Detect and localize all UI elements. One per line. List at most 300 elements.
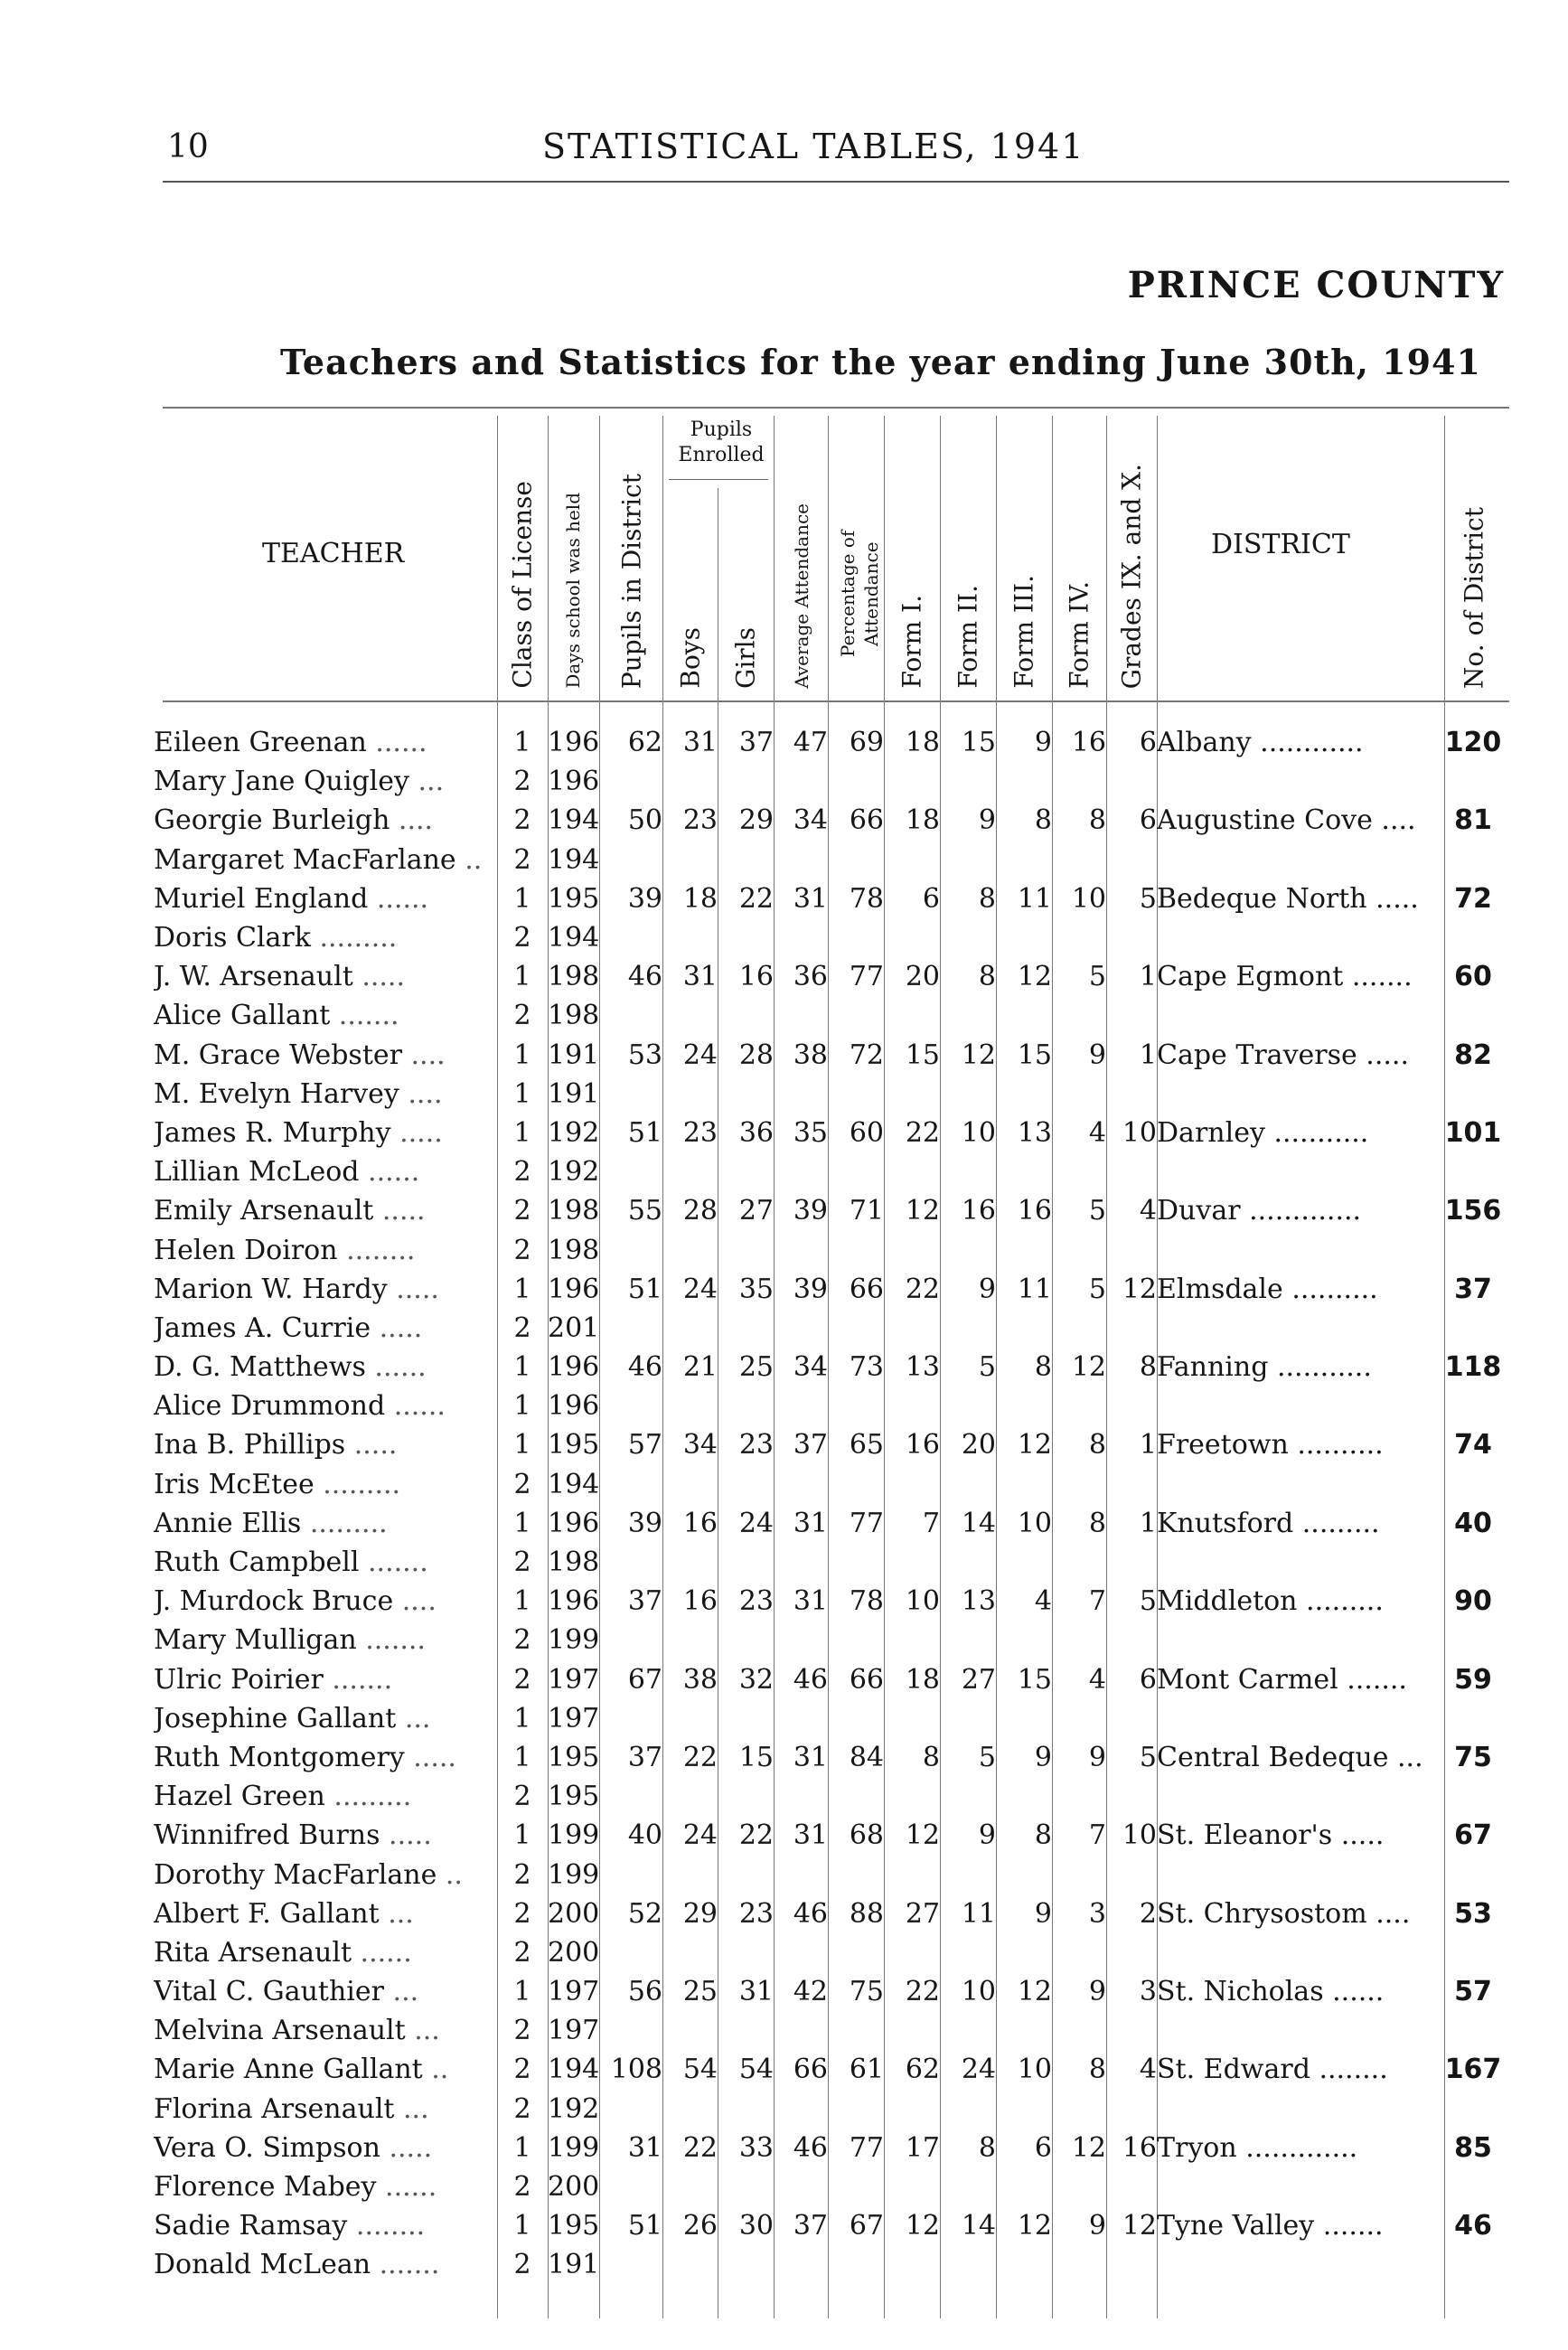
district-cell [1157,1504,1444,1543]
table-row [154,1894,1502,1933]
form-1-cell-text: 12 [905,1819,940,1852]
class-of-license-cell [497,1309,548,1348]
days-held-cell [548,1504,599,1543]
pct-attendance-cell-text: 78 [849,882,884,915]
district-number-cell [1444,879,1502,918]
days-held-cell-text: 197 [548,1663,599,1696]
form-4-cell [1052,1699,1106,1738]
pct-attendance-cell [828,1660,884,1699]
leader-dots: ....... [1338,1663,1407,1696]
avg-attendance-cell [774,2011,828,2050]
form-3-cell [996,841,1052,879]
grades-ix-x-cell-text: 6 [1139,1663,1157,1696]
girls-cell [718,918,774,957]
pupils-in-district-cell-text: 62 [627,727,662,759]
girls-cell [718,1230,774,1269]
header-grades-ix-x [1106,411,1157,696]
header-class-of-license [499,411,546,696]
district-number-cell-text: 85 [1454,2131,1492,2164]
pct-attendance-cell [828,1036,884,1075]
district-cell [1157,762,1444,801]
days-held-cell-text: 196 [548,1507,599,1539]
form-1-cell-text: 10 [905,1585,940,1618]
teacher-cell [154,1894,497,1933]
district-cell [1157,1660,1444,1699]
pct-attendance-cell [828,1270,884,1309]
days-held-cell [548,1270,599,1309]
form-3-cell [996,1152,1052,1191]
pct-attendance-cell [828,1152,884,1191]
days-held-cell [548,1972,599,2011]
district-number-cell [1444,1036,1502,1075]
form-3-cell [996,1738,1052,1777]
boys-cell-text: 21 [682,1351,718,1384]
table-row [154,2206,1502,2245]
table-row [154,2011,1502,2050]
class-of-license-cell-text: 1 [513,1273,531,1305]
days-held-cell [548,2206,599,2245]
girls-cell [718,841,774,879]
days-held-cell-text: 194 [548,2054,599,2086]
grades-ix-x-cell [1106,1230,1157,1269]
pupils-in-district-cell-text: 67 [627,1663,662,1696]
table-row [154,2167,1502,2206]
form-2-cell [940,801,996,840]
teacher-cell-text: Muriel England [154,882,369,915]
district-number-cell [1444,2090,1502,2129]
form-3-cell-text: 15 [1017,1663,1052,1696]
pupils-in-district-cell [599,1699,662,1738]
county-title: PRINCE COUNTY [1127,264,1505,306]
pupils-in-district-cell [599,1270,662,1309]
district-cell [1157,1855,1444,1894]
girls-cell [718,1582,774,1621]
teacher-cell-text: Iris McEtee [154,1468,315,1500]
teacher-cell [154,1230,497,1269]
district-cell [1157,2050,1444,2089]
teacher-cell [154,841,497,879]
boys-cell [662,1191,718,1230]
days-held-cell [548,1036,599,1075]
table-row [154,1504,1502,1543]
avg-attendance-cell-text: 42 [793,1976,828,2008]
district-cell [1157,996,1444,1035]
boys-cell-text: 16 [682,1507,718,1539]
form-4-cell [1052,957,1106,996]
class-of-license-cell [497,1894,548,1933]
pupils-in-district-cell [599,1582,662,1621]
table-row [154,1425,1502,1464]
boys-cell-text: 24 [682,1039,718,1071]
pupils-in-district-cell-text: 51 [627,1273,662,1305]
boys-cell [662,2245,718,2284]
table-row [154,723,1502,762]
avg-attendance-cell [774,879,828,918]
girls-cell-text: 23 [738,1429,774,1462]
teacher-cell-text: Donald McLean [154,2249,371,2281]
days-held-cell-text: 195 [548,882,599,915]
teacher-cell-text: Annie Ellis [154,1507,302,1539]
form-3-cell-text: 10 [1017,1507,1052,1539]
grades-ix-x-cell-text: 12 [1122,2210,1157,2242]
class-of-license-cell [497,1386,548,1425]
boys-cell-text: 38 [682,1663,718,1696]
district-cell [1157,1191,1444,1230]
days-held-cell-text: 195 [548,1781,599,1813]
table-row [154,1465,1502,1504]
class-of-license-cell [497,1348,548,1386]
form-2-cell [940,2090,996,2129]
pupils-in-district-cell-text: 46 [627,1351,662,1384]
days-held-cell-text: 196 [548,1351,599,1384]
leader-dots: ...... [385,1390,446,1423]
class-of-license-cell [497,879,548,918]
class-of-license-cell [497,1972,548,2011]
pupils-in-district-cell [599,801,662,840]
class-of-license-cell-text: 2 [513,2171,531,2204]
avg-attendance-cell-text: 47 [793,727,828,759]
form-4-cell [1052,1855,1106,1894]
leader-dots: ......... [314,1468,401,1500]
class-of-license-cell-text: 2 [513,1195,531,1227]
pupils-in-district-cell-text: 53 [627,1039,662,1071]
class-of-license-cell [497,918,548,957]
avg-attendance-cell-text: 38 [793,1039,828,1071]
header-pct-attendance-label: Percentage of Attendance [837,530,882,658]
form-1-cell [884,1230,940,1269]
grades-ix-x-cell-text: 8 [1139,1351,1157,1384]
form-1-cell [884,762,940,801]
table-row [154,1621,1502,1659]
days-held-cell [548,723,599,762]
district-number-cell [1444,1386,1502,1425]
teacher-cell-text: Marie Anne Gallant [154,2054,423,2086]
pct-attendance-cell [828,841,884,879]
days-held-cell-text: 194 [548,1468,599,1500]
district-number-cell-text: 59 [1454,1663,1492,1696]
girls-cell-text: 32 [738,1663,774,1696]
days-held-cell-text: 199 [548,1819,599,1852]
boys-cell [662,1386,718,1425]
district-number-cell-text: 82 [1454,1039,1492,1071]
days-held-cell-text: 191 [548,1077,599,1110]
girls-cell [718,801,774,840]
class-of-license-cell [497,1816,548,1855]
grades-ix-x-cell [1106,1152,1157,1191]
form-3-cell-text: 13 [1017,1116,1052,1149]
leader-dots: ......... [1293,1507,1380,1539]
days-held-cell-text: 198 [548,1000,599,1032]
form-3-cell-text: 4 [1034,1585,1052,1618]
district-number-cell [1444,1309,1502,1348]
district-cell-text: St. Chrysostom [1157,1897,1367,1930]
pupils-in-district-cell [599,723,662,762]
girls-cell-text: 23 [738,1897,774,1930]
district-cell-text: Central Bedeque [1157,1741,1389,1773]
form-1-cell-text: 13 [905,1351,940,1384]
class-of-license-cell [497,1621,548,1659]
header-teacher: TEACHER [262,538,405,569]
pct-attendance-cell [828,1504,884,1543]
table-row [154,1386,1502,1425]
district-cell [1157,1972,1444,2011]
avg-attendance-cell [774,1114,828,1152]
teacher-cell [154,1543,497,1582]
district-number-cell-text: 101 [1444,1116,1502,1149]
class-of-license-cell-text: 2 [513,2092,531,2125]
table-row [154,996,1502,1035]
district-number-cell-text: 53 [1454,1897,1492,1930]
avg-attendance-cell [774,1191,828,1230]
table-row [154,1075,1502,1114]
teacher-cell-text: Eileen Greenan [154,727,367,759]
district-number-cell [1444,801,1502,840]
days-held-cell [548,957,599,996]
days-held-cell [548,1230,599,1269]
class-of-license-cell [497,1425,548,1464]
leader-dots: ..... [1366,882,1419,915]
pupils-in-district-cell-text: 108 [610,2054,662,2086]
boys-cell [662,957,718,996]
pupils-in-district-cell [599,879,662,918]
pupils-in-district-cell [599,1660,662,1699]
grades-ix-x-cell-text: 12 [1122,1273,1157,1305]
grades-ix-x-cell-text: 5 [1139,1585,1157,1618]
pct-attendance-cell-text: 65 [849,1429,884,1462]
girls-cell [718,1425,774,1464]
teacher-cell [154,879,497,918]
pupils-in-district-cell-text: 40 [627,1819,662,1852]
grades-ix-x-cell [1106,1972,1157,2011]
boys-cell-text: 24 [682,1273,718,1305]
girls-cell [718,2206,774,2245]
form-3-cell-text: 16 [1017,1195,1052,1227]
days-held-cell-text: 200 [548,2171,599,2204]
days-held-cell-text: 201 [548,1311,599,1344]
pct-attendance-cell [828,1855,884,1894]
pupils-in-district-cell-text: 52 [627,1897,662,1930]
leader-dots: ....... [356,1624,426,1657]
form-1-cell-text: 18 [905,1663,940,1696]
grades-ix-x-cell [1106,841,1157,879]
boys-cell-text: 24 [682,1819,718,1852]
form-2-cell [940,1152,996,1191]
form-2-cell [940,723,996,762]
form-2-cell [940,1230,996,1269]
pct-attendance-cell [828,1465,884,1504]
class-of-license-cell [497,1777,548,1816]
teacher-cell [154,1386,497,1425]
pct-attendance-cell-text: 66 [849,1663,884,1696]
pupils-in-district-cell [599,1425,662,1464]
form-2-cell [940,1621,996,1659]
class-of-license-cell [497,2245,548,2284]
pct-attendance-cell [828,2167,884,2206]
district-number-cell [1444,1504,1502,1543]
form-1-cell-text: 20 [905,961,940,993]
boys-cell [662,1036,718,1075]
district-cell [1157,1621,1444,1659]
boys-cell [662,2050,718,2089]
grades-ix-x-cell-text: 5 [1139,882,1157,915]
form-2-cell [940,1933,996,1972]
form-1-cell [884,1152,940,1191]
table-row [154,2050,1502,2089]
district-number-cell [1444,1894,1502,1933]
form-4-cell [1052,1894,1106,1933]
class-of-license-cell [497,2050,548,2089]
district-cell [1157,2011,1444,2050]
district-cell [1157,1816,1444,1855]
form-4-cell-text: 9 [1088,1976,1106,2008]
form-2-cell [940,1191,996,1230]
teacher-cell [154,1465,497,1504]
class-of-license-cell [497,2090,548,2129]
teacher-cell [154,2245,497,2284]
grades-ix-x-cell-text: 3 [1139,1976,1157,2008]
days-held-cell [548,1075,599,1114]
form-2-cell [940,1036,996,1075]
pupils-in-district-cell-text: 50 [627,804,662,837]
girls-cell [718,1152,774,1191]
table-row [154,879,1502,918]
leader-dots: ... [1388,1741,1423,1773]
district-cell [1157,1348,1444,1386]
girls-cell-text: 35 [738,1273,774,1305]
form-4-cell [1052,1543,1106,1582]
header-form-1-label: Form I. [897,595,927,689]
pupils-in-district-cell [599,2011,662,2050]
class-of-license-cell-text: 1 [513,1507,531,1539]
girls-cell [718,1933,774,1972]
grades-ix-x-cell-text: 10 [1122,1116,1157,1149]
avg-attendance-cell [774,918,828,957]
avg-attendance-cell [774,1465,828,1504]
grades-ix-x-cell [1106,1465,1157,1504]
district-cell [1157,1582,1444,1621]
grades-ix-x-cell-text: 1 [1139,1507,1157,1539]
header-form-2 [940,411,996,696]
pct-attendance-cell-text: 77 [849,961,884,993]
form-1-cell [884,1933,940,1972]
girls-cell [718,1465,774,1504]
pupils-in-district-cell [599,1386,662,1425]
form-1-cell [884,1855,940,1894]
teacher-cell [154,762,497,801]
leader-dots: ... [379,1897,414,1930]
form-1-cell-text: 16 [905,1429,940,1462]
form-4-cell [1052,2167,1106,2206]
days-held-cell-text: 195 [548,1741,599,1773]
table-row [154,1230,1502,1269]
class-of-license-cell [497,762,548,801]
form-4-cell [1052,2011,1106,2050]
class-of-license-cell-text: 2 [513,1781,531,1813]
class-of-license-cell [497,1075,548,1114]
form-1-cell [884,841,940,879]
district-number-cell [1444,2050,1502,2089]
form-4-cell [1052,1816,1106,1855]
table-row [154,1152,1502,1191]
class-of-license-cell [497,1191,548,1230]
class-of-license-cell [497,841,548,879]
leader-dots: ..... [1357,1039,1409,1071]
form-4-cell [1052,1191,1106,1230]
avg-attendance-cell [774,1504,828,1543]
header-grades-ix-x-label: Grades IX. and X. [1116,463,1147,689]
girls-cell-text: 30 [738,2210,774,2242]
grades-ix-x-cell-text: 4 [1139,2054,1157,2086]
class-of-license-cell-text: 1 [513,1702,531,1734]
leader-dots: .. [422,2054,449,2086]
days-held-cell [548,1777,599,1816]
girls-cell [718,1816,774,1855]
leader-dots: ..... [390,1116,443,1149]
class-of-license-cell-text: 2 [513,1311,531,1344]
header-no-of-district [1446,411,1502,696]
avg-attendance-cell [774,1972,828,2011]
girls-cell [718,762,774,801]
boys-cell [662,1660,718,1699]
pct-attendance-cell [828,2245,884,2284]
leader-dots: ..... [380,1819,432,1852]
days-held-cell [548,2011,599,2050]
boys-cell [662,1855,718,1894]
pct-attendance-cell-text: 77 [849,1507,884,1539]
form-4-cell [1052,1933,1106,1972]
header-form-3-label: Form III. [1009,575,1039,689]
class-of-license-cell-text: 2 [513,1663,531,1696]
leader-dots: ....... [371,2249,440,2281]
form-3-cell [996,2090,1052,2129]
form-2-cell [940,2245,996,2284]
pct-attendance-cell-text: 71 [849,1195,884,1227]
district-cell [1157,1152,1444,1191]
days-held-cell-text: 192 [548,1116,599,1149]
form-3-cell [996,918,1052,957]
district-cell [1157,1114,1444,1152]
form-1-cell [884,1386,940,1425]
avg-attendance-cell [774,1386,828,1425]
form-1-cell [884,1777,940,1816]
grades-ix-x-cell [1106,1777,1157,1816]
form-1-cell-text: 15 [905,1039,940,1071]
district-number-cell [1444,1777,1502,1816]
class-of-license-cell-text: 1 [513,2131,531,2164]
form-4-cell-text: 8 [1088,804,1106,837]
boys-cell [662,1270,718,1309]
header-boys-label: Boys [675,627,706,689]
avg-attendance-cell [774,762,828,801]
avg-attendance-cell [774,996,828,1035]
form-4-cell [1052,2090,1106,2129]
leader-dots: ... [408,766,445,798]
table-row [154,801,1502,840]
pupils-in-district-cell-text: 51 [627,1116,662,1149]
boys-cell-text: 31 [682,727,718,759]
form-2-cell [940,996,996,1035]
form-3-cell-text: 11 [1017,1273,1052,1305]
teacher-cell-text: Georgie Burleigh [154,804,390,837]
district-number-cell [1444,996,1502,1035]
days-held-cell [548,1660,599,1699]
form-1-cell [884,1114,940,1152]
pupils-in-district-cell [599,1075,662,1114]
girls-cell [718,1114,774,1152]
teacher-cell [154,2011,497,2050]
grades-ix-x-cell [1106,2167,1157,2206]
form-2-cell-text: 10 [961,1976,996,2008]
